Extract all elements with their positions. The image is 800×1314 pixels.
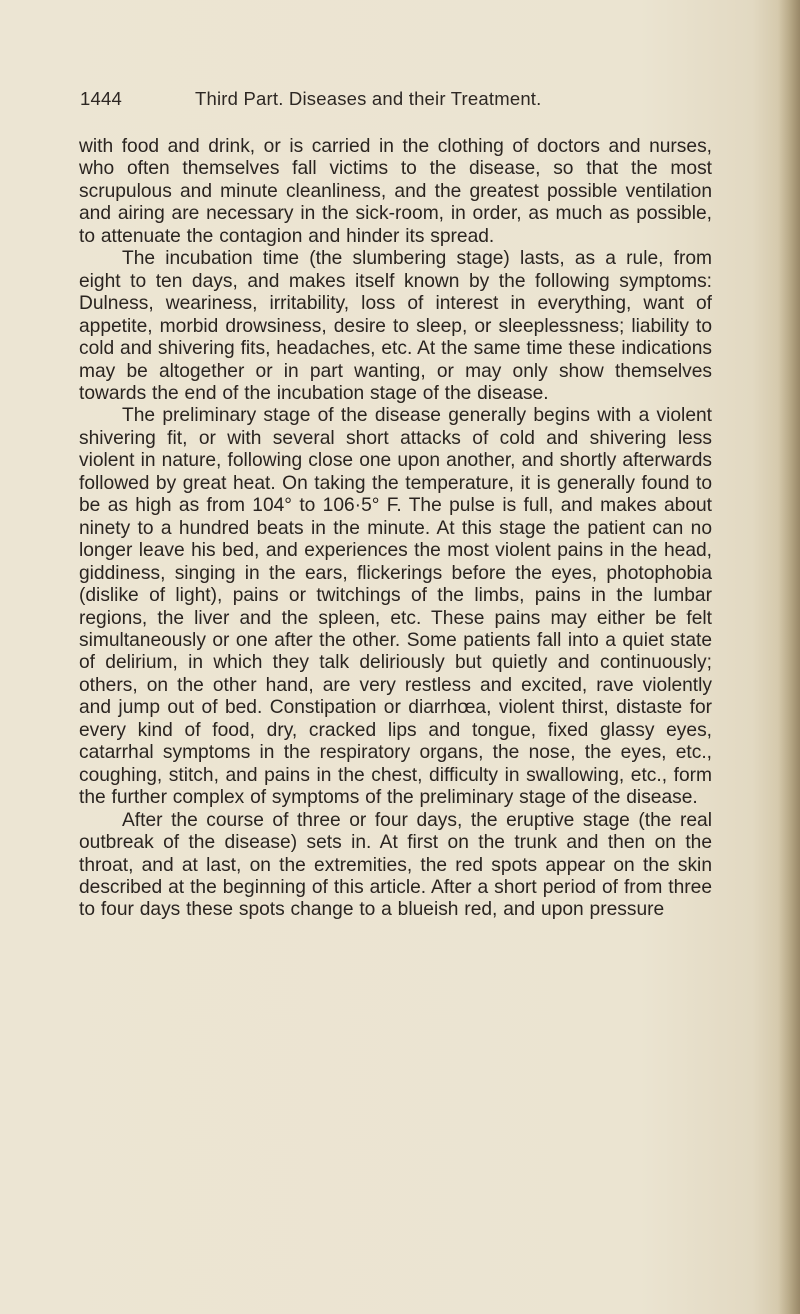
page-edge-shadow	[778, 0, 800, 1314]
paragraph-preliminary-stage: The preliminary stage of the disease generally begins with a violent shivering fit, or with several short attacks of cold and shivering less violent in nature, following close one upon another, and shortly afterwards followed by great heat. On taking the temperature, it is generally found to be as high as from 104° to 106·5° F. The pulse is full, and makes about ninety to a hundred beats in the minute. At this stage the patient can no longer leave his bed, and experiences the most violent pains in the head, giddiness, singing in the ears, flickerings before the eyes, photophobia (dislike of light), pains or twitchings of the limbs, pains in the lumbar regions, the liver and the spleen, etc. These pains may either be felt simultaneously or one after the other. Some patients fall into a quiet state of delirium, in which they talk deliriously but quietly and continuously; others, on the other hand, are very restless and excited, rave violently and jump out of bed. Constipation or diarrhœa, violent thirst, distaste for every kind of food, dry, cracked lips and tongue, fixed glassy eyes, catarrhal symptoms in the respiratory organs, the nose, the eyes, etc., coughing, stitch, and pains in the chest, difficulty in swallowing, etc., form the further complex of symptoms of the preliminary stage of the disease.	[79, 405, 712, 809]
body-text	[79, 136, 712, 922]
paragraph-continuation: with food and drink, or is carried in the clothing of doctors and nurses, who often themselves fall victims to the disease, so that the most scrupulous and minute cleanliness, and the greatest possible ventilation and airing are necessary in the sick-room, in order, as much as possible, to attenuate the contagion and hinder its spread.	[79, 136, 712, 247]
running-title: Third Part. Diseases and their Treatment.	[195, 88, 542, 109]
running-header	[80, 88, 720, 112]
paragraph-incubation: The incubation time (the slumbering stage) lasts, as a rule, from eight to ten days, and makes itself known by the following symptoms: Dulness, weariness, irritability, loss of interest in everything, want of appetite, morbid drowsiness, desire to sleep, or sleeplessness; liability to cold and shivering fits, headaches, etc. At the same time these indications may be altogether or in part wanting, or may only show themselves towards the end of the incubation stage of the disease.	[79, 248, 712, 404]
page-number: 1444	[80, 88, 122, 109]
paragraph-eruptive-stage: After the course of three or four days, the eruptive stage (the real outbreak of the disease) sets in. At first on the trunk and then on the throat, and at last, on the extremities, the red spots appear on the skin described at the beginning of this article. After a short period of from three to four days these spots change to a blueish red, and upon pressure	[79, 809, 712, 921]
